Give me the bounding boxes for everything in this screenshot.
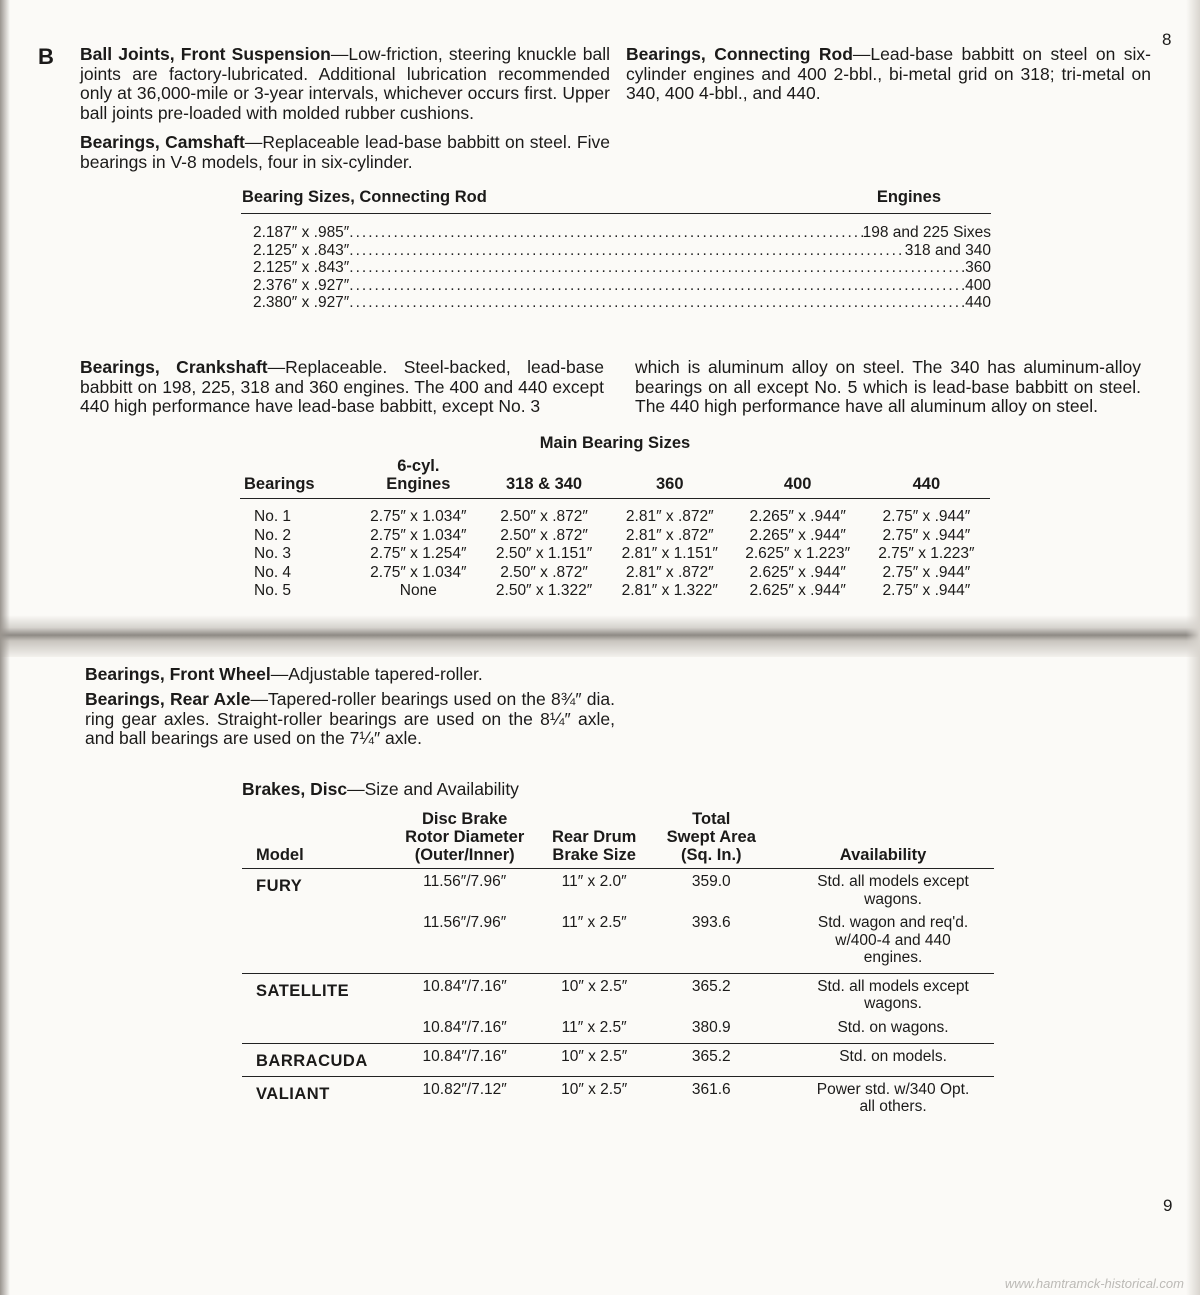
bearing-size-cell: None: [399, 582, 437, 599]
rod-bearing-size: 2.187″ x .985″: [253, 224, 350, 241]
bearing-size-cell: 2.81″ x .872″: [625, 526, 714, 544]
table-row: [242, 869, 994, 911]
crankshaft-paragraph-right: [635, 358, 1141, 417]
model-cell: FURY: [256, 877, 303, 895]
camshaft-heading: Bearings, Camshaft: [80, 132, 245, 152]
connecting-rod-row: [241, 277, 991, 295]
connecting-rod-table-title: Bearing Sizes, Connecting Rod: [242, 188, 487, 206]
right-edge-shadow: [1186, 0, 1200, 1295]
rod-bearing-engines: 198 and 225 Sixes: [862, 224, 991, 241]
rotor-header-line1: Disc Brake: [422, 810, 508, 828]
disc-brakes-table-body: [242, 869, 994, 1122]
bearing-size-cell: 2.81″ x 1.151″: [621, 545, 718, 562]
bearing-number-cell: No. 1: [254, 508, 292, 525]
dot-leader: [349, 294, 965, 312]
drum-size-cell: 10″ x 2.5″: [561, 1080, 628, 1098]
bearing-size-cell: 2.75″ x .944″: [882, 563, 971, 581]
bearing-size-cell: 2.75″ x 1.034″: [370, 526, 467, 544]
table-row: [240, 564, 990, 583]
main-bearing-table: [240, 457, 990, 601]
table-row: [242, 973, 994, 1015]
rotor-diameter-cell: 10.84″/7.16″: [422, 1018, 507, 1036]
connecting-rod-row: [241, 224, 991, 242]
model-cell: VALIANT: [256, 1084, 330, 1103]
rotor-column-header: [392, 810, 538, 869]
ball-joints-text: —Low-friction, steering knuckle ball joints are factory-lubricated. Additional lubrication recommended only at 36,000-mile or 3-year intervals, whichever occurs first. Upper ball joints pre-loaded with molded rubber cushions.: [80, 44, 610, 123]
bearing-size-cell: 2.625″ x .944″: [749, 582, 846, 599]
drum-header-line1: Rear Drum: [551, 828, 637, 846]
bearing-size-cell: 2.75″ x .944″: [882, 508, 971, 525]
drum-size-cell: 11″ x 2.5″: [561, 914, 627, 931]
bearing-size-cell: 2.50″ x 1.151″: [495, 545, 593, 562]
crankshaft-text-right: which is aluminum alloy on steel. The 340 has aluminum-alloy bearings on all except No. 5 which is lead-base babbitt on steel. The 440 high performance have all aluminum alloy on steel.: [635, 357, 1141, 416]
swept-area-column-header: [650, 810, 772, 869]
availability-column-header: Availability: [839, 846, 927, 864]
rod-bearing-engines: 400: [965, 276, 991, 294]
table-row: [240, 582, 990, 601]
swept-area-cell: 359.0: [691, 873, 731, 890]
rear-axle-heading: Bearings, Rear Axle: [85, 689, 251, 709]
drum-column-header: [538, 810, 651, 869]
connecting-rod-table: [241, 188, 991, 312]
brakes-subheading: —Size and Availability: [347, 779, 519, 799]
bearing-number-cell: No. 4: [254, 563, 292, 581]
main-bearing-table-body: [240, 499, 990, 601]
dot-leader: [349, 224, 862, 242]
six-cyl-column-header: [355, 457, 481, 499]
bearing-size-cell: 2.50″ x .872″: [500, 526, 588, 544]
availability-cell: Std. wagon and req'd. w/400-4 and 440 engines.: [817, 914, 969, 966]
connecting-rod-paragraph: [626, 45, 1151, 104]
bearings-column-header: Bearings: [244, 475, 315, 493]
crankshaft-heading: Bearings, Crankshaft: [80, 357, 268, 377]
rotor-diameter-cell: 10.84″/7.16″: [422, 1047, 507, 1065]
swept-area-cell: 393.6: [691, 914, 731, 931]
swept-area-cell: 380.9: [691, 1018, 731, 1036]
rear-axle-text: —Tapered-roller bearings used on the 8¾″ dia. ring gear axles. Straight-roller bearings are used on the 8¼″ axle, and ball bearings are used on the 7¼″ axle.: [85, 689, 615, 748]
drum-size-cell: 11″ x 2.5″: [561, 1018, 627, 1036]
left-edge-shadow: [0, 0, 10, 1295]
dot-leader: [349, 242, 905, 260]
col-318-340-header: 318 & 340: [505, 475, 583, 493]
bearing-number-cell: No. 2: [254, 526, 292, 544]
page-number-top: 8: [1162, 30, 1172, 49]
connecting-rod-text: —Lead-base babbitt on steel on six-cylinder engines and 400 2-bbl., bi-metal grid on 318; tri-metal on 340, 400 4-bbl., and 440.: [626, 44, 1152, 103]
rotor-header-line3: (Outer/Inner): [414, 846, 515, 864]
connecting-rod-row: [241, 242, 991, 260]
dot-leader: [349, 259, 965, 277]
front-wheel-heading: Bearings, Front Wheel: [85, 664, 271, 684]
engines-column-header: Engines: [876, 188, 941, 206]
swept-area-cell: 365.2: [691, 1047, 731, 1065]
rod-bearing-size: 2.376″ x .927″: [253, 276, 350, 294]
rotor-diameter-cell: 10.84″/7.16″: [422, 977, 507, 995]
watermark: www.hamtramck-historical.com: [1004, 1276, 1184, 1291]
table-row: [242, 1076, 994, 1122]
rear-axle-paragraph: [85, 690, 615, 749]
connecting-rod-table-header: [241, 188, 991, 214]
connecting-rod-rows: [241, 224, 991, 312]
main-bearing-table-title: Main Bearing Sizes: [539, 434, 691, 452]
bearing-size-cell: 2.81″ x .872″: [625, 508, 714, 525]
table-row: [242, 1015, 994, 1044]
bearing-size-cell: 2.75″ x 1.034″: [370, 563, 467, 581]
bearing-size-cell: 2.81″ x .872″: [625, 563, 714, 581]
brakes-heading-line: [242, 779, 519, 800]
bearing-size-cell: 2.50″ x .872″: [500, 508, 588, 525]
table-row: [240, 499, 990, 527]
swept-header-line2: Swept Area: [666, 828, 756, 846]
table-row: [242, 910, 994, 973]
front-wheel-paragraph: [85, 665, 645, 685]
rod-bearing-engines: 440: [965, 294, 991, 311]
bearing-size-cell: 2.75″ x 1.254″: [370, 545, 467, 562]
bearing-size-cell: 2.81″ x 1.322″: [621, 582, 718, 599]
availability-cell: Std. on models.: [839, 1047, 947, 1065]
model-cell: BARRACUDA: [256, 1051, 368, 1070]
swept-area-cell: 361.6: [691, 1080, 731, 1098]
bearing-number-cell: No. 3: [254, 545, 292, 562]
drum-size-cell: 10″ x 2.5″: [561, 1047, 628, 1065]
swept-area-cell: 365.2: [691, 977, 731, 995]
model-cell: SATELLITE: [256, 981, 350, 1000]
drum-size-cell: 10″ x 2.5″: [561, 977, 628, 995]
model-cell: [242, 1015, 392, 1044]
rod-bearing-engines: 318 and 340: [904, 241, 991, 259]
col-440-header: 440: [912, 475, 941, 493]
bearing-size-cell: 2.75″ x .944″: [882, 526, 971, 544]
col-360-header: 360: [656, 475, 684, 493]
front-wheel-text: —Adjustable tapered-roller.: [270, 664, 483, 684]
bearing-size-cell: 2.625″ x .944″: [749, 563, 846, 581]
rod-bearing-size: 2.125″ x .843″: [253, 259, 350, 276]
swept-header-line3: (Sq. In.): [681, 846, 742, 864]
disc-brakes-table: [242, 810, 994, 1122]
crankshaft-paragraph-left: [80, 358, 604, 417]
bearing-size-cell: 2.50″ x 1.322″: [495, 582, 593, 599]
bearing-size-cell: 2.625″ x 1.223″: [745, 545, 851, 562]
table-row: [242, 1043, 994, 1076]
rod-bearing-engines: 360: [965, 259, 991, 276]
connecting-rod-row: [241, 294, 991, 312]
col-400-header: 400: [783, 475, 812, 493]
section-letter: B: [38, 44, 54, 69]
engines-label: Engines: [386, 475, 451, 493]
ball-joints-paragraph: [80, 45, 610, 123]
rod-bearing-size: 2.380″ x .927″: [253, 294, 350, 311]
bearing-size-cell: 2.75″ x 1.034″: [370, 508, 467, 525]
rotor-header-line2: Rotor Diameter: [405, 828, 525, 846]
table-row: [240, 527, 990, 546]
availability-cell: Std. all models except wagons.: [817, 977, 969, 1012]
crankshaft-text-left: —Replaceable. Steel-backed, lead-base babbitt on 198, 225, 318 and 360 engines. The 400 and 440 except 440 high performance have lead-base babbitt, except No. 3: [80, 357, 605, 416]
connecting-rod-heading: Bearings, Connecting Rod: [626, 44, 853, 64]
availability-cell: Std. all models except wagons.: [817, 873, 969, 908]
connecting-rod-row: [241, 259, 991, 277]
availability-cell: Std. on wagons.: [837, 1018, 949, 1036]
swept-header-line1: Total: [692, 810, 731, 828]
bearing-number-cell: No. 5: [254, 582, 292, 599]
rotor-diameter-cell: 11.56″/7.96″: [423, 873, 507, 890]
dot-leader: [349, 277, 965, 295]
page-number-bottom: 9: [1163, 1196, 1173, 1215]
main-bearing-table-block: [240, 434, 990, 601]
camshaft-paragraph: [80, 133, 610, 172]
rotor-diameter-cell: 10.82″/7.12″: [422, 1080, 507, 1098]
drum-header-line2: Brake Size: [552, 846, 636, 864]
table-row: [240, 545, 990, 564]
page-fold: [0, 615, 1200, 657]
model-column-header: Model: [256, 846, 304, 864]
rod-bearing-size: 2.125″ x .843″: [253, 241, 350, 259]
camshaft-text: —Replaceable lead-base babbitt on steel. Five bearings in V-8 models, four in six-cylinder.: [80, 132, 610, 172]
brakes-heading: Brakes, Disc: [242, 779, 348, 799]
bearing-size-cell: 2.50″ x .872″: [500, 563, 588, 581]
rotor-diameter-cell: 11.56″/7.96″: [423, 914, 507, 931]
availability-cell: Power std. w/340 Opt. all others.: [816, 1080, 970, 1115]
six-cyl-label: 6-cyl.: [397, 457, 440, 475]
bearing-size-cell: 2.265″ x .944″: [749, 526, 846, 544]
drum-size-cell: 11″ x 2.0″: [561, 873, 627, 890]
ball-joints-heading: Ball Joints, Front Suspension: [80, 44, 331, 64]
bearing-size-cell: 2.265″ x .944″: [749, 508, 846, 525]
bearing-size-cell: 2.75″ x 1.223″: [878, 545, 975, 562]
bearing-size-cell: 2.75″ x .944″: [882, 582, 971, 599]
model-cell: [242, 910, 392, 973]
